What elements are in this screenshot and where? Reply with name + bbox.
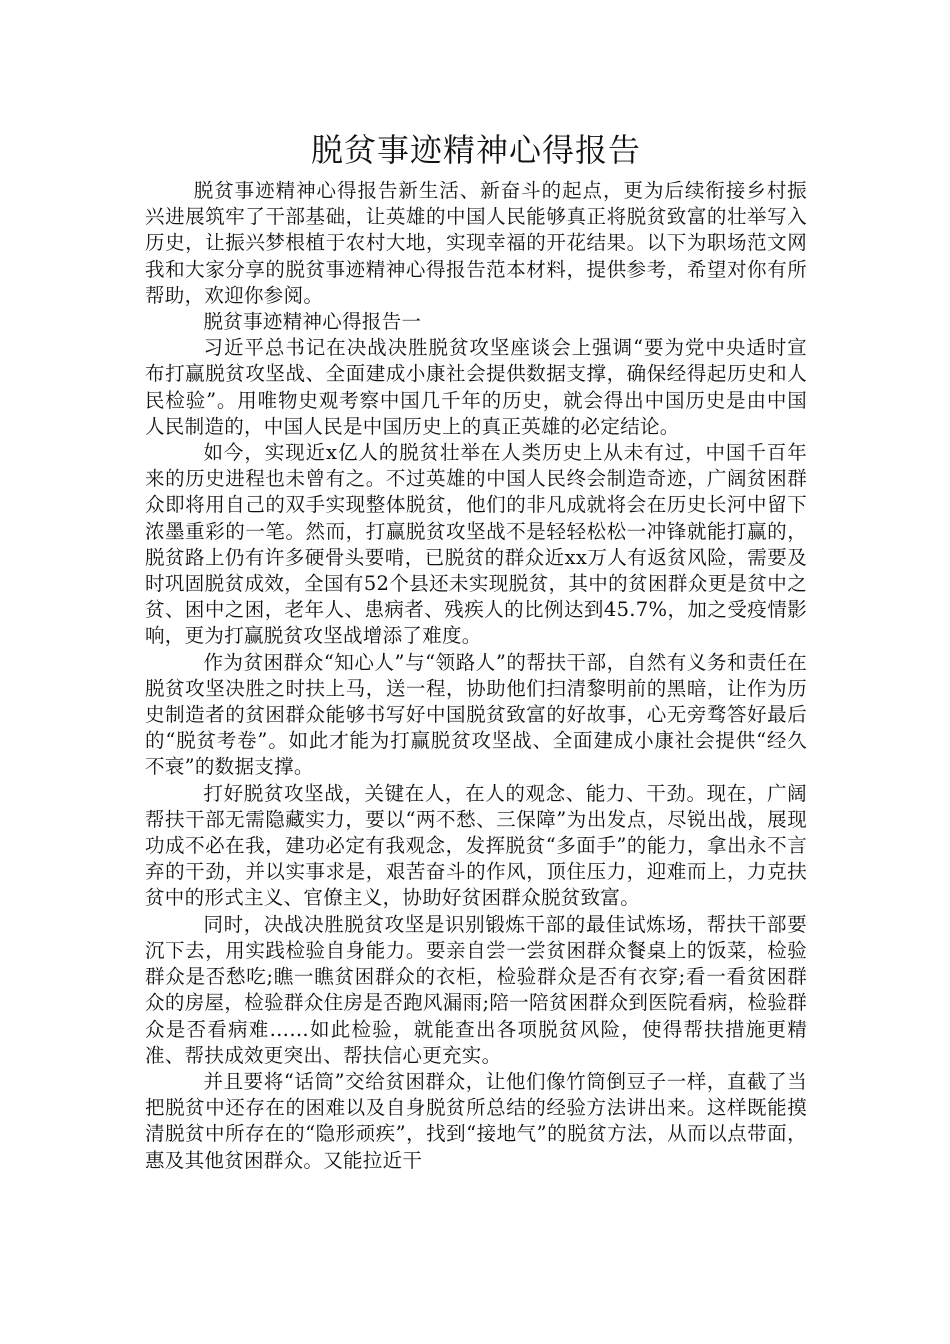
- body-paragraph: 并且要将“话筒”交给贫困群众，让他们像竹筒倒豆子一样，直截了当把脱贫中还存在的困难以及自身脱贫所总结的经验方法讲出来。这样既能摸清脱贫中所存在的“隐形顽疾”，找到“接地气”的脱贫方法，从而以点带面，惠及其他贫困群众。又能拉近干: [145, 1069, 807, 1172]
- document-body: [145, 128, 807, 1174]
- body-paragraph: 同时，决战决胜脱贫攻坚是识别锻炼干部的最佳试炼场，帮扶干部要沉下去，用实践检验自身能力。要亲自尝一尝贫困群众餐桌上的饭菜，检验群众是否愁吃;瞧一瞧贫困群众的衣柜，检验群众是否有衣穿;看一看贫困群众的房屋，检验群众住房是否跑风漏雨;陪一陪贫困群众到医院看病，检验群众是否看病难……如此检验，就能查出各项脱贫风险，使得帮扶措施更精准、帮扶成效更突出、帮扶信心更充实。: [145, 912, 807, 1067]
- section-heading: 脱贫事迹精神心得报告一: [203, 310, 422, 334]
- intro-paragraph: 脱贫事迹精神心得报告新生活、新奋斗的起点，更为后续衔接乡村振兴进展筑牢了干部基础，让英雄的中国人民能够真正将脱贫致富的壮举写入历史，让振兴梦根植于农村大地，实现幸福的开花结果。以下为职场范文网我和大家分享的脱贫事迹精神心得报告范本材料，提供参考，希望对你有所帮助，欢迎你参阅。: [145, 179, 807, 307]
- body-paragraph: 作为贫困群众“知心人”与“领路人”的帮扶干部，自然有义务和责任在脱贫攻坚决胜之时扶上马，送一程，协助他们扫清黎明前的黑暗，让作为历史制造者的贫困群众能够书写好中国脱贫致富的好故事，心无旁骛答好最后的“脱贫考卷”。如此才能为打赢脱贫攻坚战、全面建成小康社会提供“经久不衰”的数据支撑。: [145, 650, 807, 779]
- document-title: 脱贫事迹精神心得报告: [310, 131, 641, 169]
- body-paragraph: 如今，实现近x亿人的脱贫壮举在人类历史上从未有过，中国千百年来的历史进程也未曾有之。不过英雄的中国人民终会制造奇迹，广阔贫困群众即将用自己的双手实现整体脱贫，他们的非凡成就将会在历史长河中留下浓墨重彩的一笔。然而，打赢脱贫攻坚战不是轻轻松松一冲锋就能打赢的，脱贫路上仍有许多硬骨头要啃，已脱贫的群众近xx万人有返贫风险，需要及时巩固脱贫成效，全国有52个县还未实现脱贫，其中的贫困群众更是贫中之贫、困中之困，老年人、患病者、残疾人的比例达到45.7%，加之受疫情影响，更为打赢脱贫攻坚战增添了难度。: [145, 441, 807, 648]
- body-paragraph: 打好脱贫攻坚战，关键在人，在人的观念、能力、干劲。现在，广阔帮扶干部无需隐藏实力，要以“两不愁、三保障”为出发点，尽锐出战，展现功成不必在我，建功必定有我观念，发挥脱贫“多面手”的能力，拿出永不言弃的干劲，并以实事求是，艰苦奋斗的作风，顶住压力，迎难而上，力克扶贫中的形式主义、官僚主义，协助好贫困群众脱贫致富。: [145, 781, 807, 910]
- body-paragraph: 习近平总书记在决战决胜脱贫攻坚座谈会上强调“要为党中央适时宣布打赢脱贫攻坚战、全面建成小康社会提供数据支撑，确保经得起历史和人民检验”。用唯物史观考察中国几千年的历史，就会得出中国历史是由中国人民制造的，中国人民是中国历史上的真正英雄的必定结论。: [145, 336, 807, 438]
